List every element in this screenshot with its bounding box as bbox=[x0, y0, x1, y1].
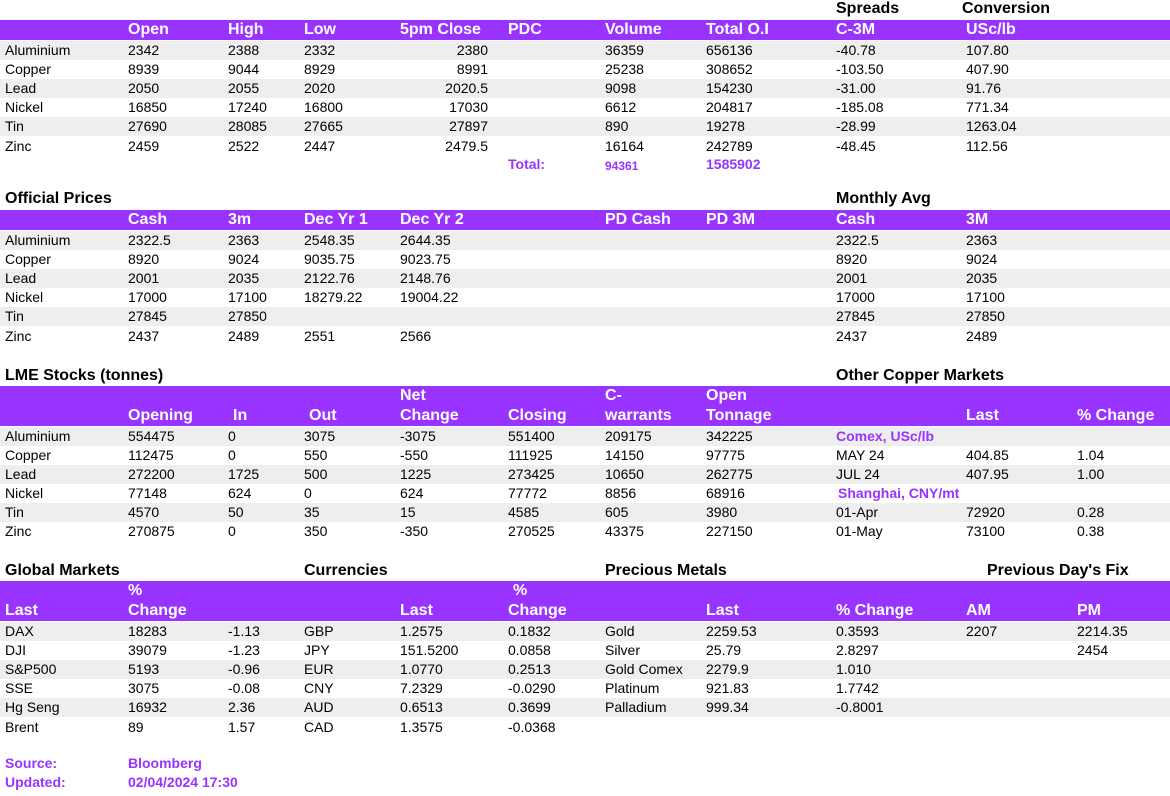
col-header-currency-pct-line1: % bbox=[513, 582, 528, 599]
monthly-3m-value: 2363 bbox=[966, 232, 998, 248]
out-value: 500 bbox=[304, 466, 328, 482]
currency-pct: -0.0290 bbox=[508, 680, 556, 696]
low-value: 27665 bbox=[304, 118, 343, 134]
col-header-index-last: Last bbox=[5, 602, 38, 619]
col-header-cwarrants-line2: warrants bbox=[605, 407, 672, 424]
open-tonnage-value: 262775 bbox=[706, 466, 753, 482]
index-name: S&P500 bbox=[5, 661, 57, 677]
contract-label: 01-May bbox=[836, 523, 883, 539]
out-value: 35 bbox=[304, 504, 320, 520]
opening-value: 112475 bbox=[128, 447, 174, 463]
high-value: 17240 bbox=[228, 99, 267, 115]
metal-name: Nickel bbox=[5, 485, 44, 501]
index-last: 18283 bbox=[128, 623, 167, 639]
dec-yr1-value: 9035.75 bbox=[304, 251, 355, 267]
col-header-open-tonnage-line2: Tonnage bbox=[706, 407, 772, 424]
dec-yr2-value: 2566 bbox=[400, 328, 432, 344]
cwarrants-value: 14150 bbox=[605, 447, 644, 463]
col-header-net-line2: Change bbox=[400, 407, 459, 424]
close-value: 2380 bbox=[456, 42, 488, 58]
col-header-out: Out bbox=[309, 407, 337, 424]
closing-value: 551400 bbox=[508, 428, 555, 444]
stocks-header-band bbox=[0, 386, 1170, 426]
open-tonnage-value: 227150 bbox=[706, 523, 753, 539]
opening-value: 270875 bbox=[128, 523, 175, 539]
col-header-dec-yr1: Dec Yr 1 bbox=[304, 211, 368, 228]
metal-name: Aluminium bbox=[5, 428, 71, 444]
net-change-value: 624 bbox=[400, 485, 424, 501]
cwarrants-value: 605 bbox=[605, 504, 629, 520]
close-value: 2020.5 bbox=[445, 80, 488, 96]
metal-name: Copper bbox=[5, 447, 51, 463]
spreads-label: Spreads bbox=[836, 0, 900, 17]
updated-label: Updated: bbox=[5, 774, 66, 790]
out-value: 550 bbox=[304, 447, 328, 463]
dec-yr2-value: 19004.22 bbox=[400, 289, 459, 305]
precious-name: Silver bbox=[605, 642, 641, 658]
oi-value: 242789 bbox=[706, 138, 753, 154]
index-pct: -1.13 bbox=[228, 623, 260, 639]
opening-value: 554475 bbox=[128, 428, 175, 444]
out-value: 0 bbox=[304, 485, 312, 501]
closing-value: 270525 bbox=[508, 523, 555, 539]
cash-value: 8920 bbox=[128, 251, 160, 267]
3m-value: 2489 bbox=[228, 328, 260, 344]
last-value: 72920 bbox=[966, 504, 1005, 520]
currency-pct: 0.0858 bbox=[508, 642, 551, 658]
precious-name: Platinum bbox=[605, 680, 660, 696]
opening-value: 77148 bbox=[128, 485, 167, 501]
top-header-band bbox=[0, 20, 1170, 40]
shanghai-label: Shanghai, CNY/mt bbox=[838, 485, 960, 501]
currency-name: JPY bbox=[304, 642, 330, 658]
col-header-c3m: C-3M bbox=[836, 21, 876, 38]
usc-value: 107.80 bbox=[966, 42, 1009, 58]
dec-yr1-value: 2122.76 bbox=[304, 270, 355, 286]
dec-yr2-value: 2644.35 bbox=[400, 232, 451, 248]
col-header-total-oi: Total O.I bbox=[706, 21, 769, 38]
metal-name: Zinc bbox=[5, 138, 32, 154]
pct-change-value: 1.00 bbox=[1077, 466, 1105, 482]
col-header-cash: Cash bbox=[128, 211, 168, 228]
precious-name: Gold bbox=[605, 623, 635, 639]
total-volume: 94361 bbox=[605, 159, 639, 173]
pct-change-value: 0.38 bbox=[1077, 523, 1105, 539]
3m-value: 9024 bbox=[228, 251, 260, 267]
open-value: 2342 bbox=[128, 42, 160, 58]
volume-value: 890 bbox=[605, 118, 629, 134]
col-header-low: Low bbox=[304, 21, 336, 38]
open-value: 8939 bbox=[128, 61, 160, 77]
low-value: 2332 bbox=[304, 42, 336, 58]
opening-value: 4570 bbox=[128, 504, 160, 520]
volume-value: 16164 bbox=[605, 138, 644, 154]
last-value: 407.95 bbox=[966, 466, 1009, 482]
monthly-avg-title: Monthly Avg bbox=[836, 190, 931, 207]
low-value: 16800 bbox=[304, 99, 343, 115]
monthly-cash-value: 2001 bbox=[836, 270, 868, 286]
index-pct: -0.96 bbox=[228, 661, 260, 677]
close-value: 17030 bbox=[449, 99, 488, 115]
index-pct: 2.36 bbox=[228, 699, 256, 715]
cash-value: 2322.5 bbox=[128, 232, 171, 248]
net-change-value: -3075 bbox=[400, 428, 436, 444]
index-pct: -0.08 bbox=[228, 680, 260, 696]
col-header-precious-last: Last bbox=[706, 602, 739, 619]
index-name: Brent bbox=[5, 719, 39, 735]
usc-value: 407.90 bbox=[966, 61, 1009, 77]
cwarrants-value: 10650 bbox=[605, 466, 644, 482]
3m-value: 2035 bbox=[228, 270, 260, 286]
currency-name: CNY bbox=[304, 680, 334, 696]
dec-yr2-value: 2148.76 bbox=[400, 270, 451, 286]
metal-name: Lead bbox=[5, 270, 37, 286]
col-header-close: 5pm Close bbox=[400, 21, 481, 38]
col-header-index-pct-line1: % bbox=[128, 582, 143, 599]
usc-value: 91.76 bbox=[966, 80, 1002, 96]
col-header-high: High bbox=[228, 21, 264, 38]
other-copper-markets-title: Other Copper Markets bbox=[836, 367, 1005, 384]
open-value: 16850 bbox=[128, 99, 167, 115]
in-value: 0 bbox=[228, 523, 236, 539]
index-last: 3075 bbox=[128, 680, 160, 696]
index-last: 5193 bbox=[128, 661, 160, 677]
lme-stocks-title: LME Stocks (tonnes) bbox=[5, 367, 164, 384]
index-pct: -1.23 bbox=[228, 642, 260, 658]
index-last: 16932 bbox=[128, 699, 167, 715]
currency-last: 1.0770 bbox=[400, 661, 443, 677]
closing-value: 4585 bbox=[508, 504, 540, 520]
precious-last: 2279.9 bbox=[706, 661, 749, 677]
index-name: Hg Seng bbox=[5, 699, 60, 715]
col-header-in: In bbox=[233, 407, 248, 424]
currency-last: 0.6513 bbox=[400, 699, 443, 715]
col-header-currency-last: Last bbox=[400, 602, 433, 619]
row-shade bbox=[0, 698, 1170, 717]
cash-value: 2437 bbox=[128, 328, 160, 344]
col-header-other-last: Last bbox=[966, 407, 999, 424]
monthly-cash-value: 8920 bbox=[836, 251, 868, 267]
metal-name: Copper bbox=[5, 61, 51, 77]
low-value: 8929 bbox=[304, 61, 336, 77]
col-header-cwarrants-line1: C- bbox=[605, 387, 622, 404]
currency-last: 151.5200 bbox=[400, 642, 459, 658]
currency-pct: 0.1832 bbox=[508, 623, 551, 639]
updated-value: 02/04/2024 17:30 bbox=[128, 774, 238, 790]
c3m-value: -28.99 bbox=[836, 118, 876, 134]
index-name: DAX bbox=[5, 623, 34, 639]
cash-value: 2001 bbox=[128, 270, 160, 286]
high-value: 28085 bbox=[228, 118, 267, 134]
out-value: 3075 bbox=[304, 428, 336, 444]
precious-last: 2259.53 bbox=[706, 623, 757, 639]
low-value: 2447 bbox=[304, 138, 336, 154]
currency-name: CAD bbox=[304, 719, 334, 735]
global-header-band bbox=[0, 581, 1170, 621]
metal-name: Tin bbox=[5, 504, 24, 520]
in-value: 0 bbox=[228, 447, 236, 463]
currency-name: AUD bbox=[304, 699, 334, 715]
low-value: 2020 bbox=[304, 80, 336, 96]
col-header-precious-pct: % Change bbox=[836, 602, 914, 619]
metal-name: Zinc bbox=[5, 328, 32, 344]
oi-value: 19278 bbox=[706, 118, 745, 134]
high-value: 2522 bbox=[228, 138, 260, 154]
c3m-value: -31.00 bbox=[836, 80, 876, 96]
row-shade bbox=[0, 427, 1170, 446]
c3m-value: -48.45 bbox=[836, 138, 876, 154]
col-header-opening: Opening bbox=[128, 407, 193, 424]
col-header-usc: USc/lb bbox=[966, 21, 1016, 38]
fix-pm: 2214.35 bbox=[1077, 623, 1128, 639]
conversion-label: Conversion bbox=[962, 0, 1051, 17]
col-header-closing: Closing bbox=[508, 407, 567, 424]
dec-yr1-value: 2548.35 bbox=[304, 232, 355, 248]
col-header-volume: Volume bbox=[605, 21, 662, 38]
net-change-value: -550 bbox=[400, 447, 429, 463]
official-header-band bbox=[0, 210, 1170, 230]
currency-name: GBP bbox=[304, 623, 334, 639]
c3m-value: -103.50 bbox=[836, 61, 884, 77]
contract-label: MAY 24 bbox=[836, 447, 885, 463]
precious-name: Gold Comex bbox=[605, 661, 683, 677]
open-tonnage-value: 342225 bbox=[706, 428, 753, 444]
opening-value: 272200 bbox=[128, 466, 175, 482]
monthly-3m-value: 27850 bbox=[966, 308, 1005, 324]
cwarrants-value: 209175 bbox=[605, 428, 652, 444]
monthly-3m-value: 17100 bbox=[966, 289, 1005, 305]
open-value: 2459 bbox=[128, 138, 160, 154]
comex-label: Comex, USc/lb bbox=[836, 428, 935, 444]
closing-value: 273425 bbox=[508, 466, 555, 482]
metal-name: Aluminium bbox=[5, 42, 71, 58]
metal-name: Lead bbox=[5, 80, 37, 96]
high-value: 2388 bbox=[228, 42, 260, 58]
global-markets-title: Global Markets bbox=[5, 562, 120, 579]
contract-label: JUL 24 bbox=[836, 466, 880, 482]
in-value: 624 bbox=[228, 485, 252, 501]
cash-value: 17000 bbox=[128, 289, 167, 305]
index-last: 39079 bbox=[128, 642, 167, 658]
precious-last: 921.83 bbox=[706, 680, 749, 696]
precious-name: Palladium bbox=[605, 699, 667, 715]
col-header-open: Open bbox=[128, 21, 169, 38]
open-value: 2050 bbox=[128, 80, 160, 96]
precious-pct: 2.8297 bbox=[836, 642, 879, 658]
monthly-3m-value: 2489 bbox=[966, 328, 998, 344]
contract-label: 01-Apr bbox=[836, 504, 879, 520]
oi-value: 308652 bbox=[706, 61, 753, 77]
col-header-currency-pct-line2: Change bbox=[508, 602, 567, 619]
oi-value: 656136 bbox=[706, 42, 753, 58]
metal-name: Nickel bbox=[5, 289, 44, 305]
metal-name: Aluminium bbox=[5, 232, 71, 248]
open-tonnage-value: 3980 bbox=[706, 504, 738, 520]
3m-value: 17100 bbox=[228, 289, 267, 305]
col-header-monthly-3m: 3M bbox=[966, 211, 989, 228]
monthly-cash-value: 27845 bbox=[836, 308, 875, 324]
dec-yr1-value: 2551 bbox=[304, 328, 336, 344]
col-header-open-tonnage-line1: Open bbox=[706, 387, 747, 404]
col-header-3m: 3m bbox=[228, 211, 252, 228]
usc-value: 1263.04 bbox=[966, 118, 1017, 134]
metal-name: Lead bbox=[5, 466, 37, 482]
oi-value: 154230 bbox=[706, 80, 753, 96]
currency-name: EUR bbox=[304, 661, 334, 677]
in-value: 1725 bbox=[228, 466, 260, 482]
close-value: 8991 bbox=[456, 61, 488, 77]
col-header-monthly-cash: Cash bbox=[836, 211, 876, 228]
precious-metals-title: Precious Metals bbox=[605, 562, 727, 579]
closing-value: 111925 bbox=[508, 447, 553, 463]
previous-day-fix-title: Previous Day's Fix bbox=[987, 562, 1129, 579]
in-value: 0 bbox=[228, 428, 236, 444]
net-change-value: 15 bbox=[400, 504, 416, 520]
currency-pct: -0.0368 bbox=[508, 719, 556, 735]
col-header-other-pct: % Change bbox=[1077, 407, 1155, 424]
col-header-fix-pm: PM bbox=[1077, 602, 1101, 619]
volume-value: 36359 bbox=[605, 42, 644, 58]
close-value: 27897 bbox=[449, 118, 488, 134]
dec-yr1-value: 18279.22 bbox=[304, 289, 363, 305]
index-name: DJI bbox=[5, 642, 26, 658]
c3m-value: -185.08 bbox=[836, 99, 884, 115]
precious-last: 25.79 bbox=[706, 642, 742, 658]
index-pct: 1.57 bbox=[228, 719, 256, 735]
metal-name: Nickel bbox=[5, 99, 44, 115]
net-change-value: 1225 bbox=[400, 466, 432, 482]
oi-value: 204817 bbox=[706, 99, 753, 115]
col-header-index-pct-line2: Change bbox=[128, 602, 187, 619]
close-value: 2479.5 bbox=[445, 138, 488, 154]
open-tonnage-value: 68916 bbox=[706, 485, 745, 501]
metal-name: Tin bbox=[5, 118, 24, 134]
row-shade bbox=[0, 660, 1170, 679]
fix-pm: 2454 bbox=[1077, 642, 1109, 658]
3m-value: 2363 bbox=[228, 232, 260, 248]
closing-value: 77772 bbox=[508, 485, 547, 501]
col-header-pd-cash: PD Cash bbox=[605, 211, 671, 228]
usc-value: 771.34 bbox=[966, 99, 1009, 115]
source-label: Source: bbox=[5, 755, 58, 771]
currency-pct: 0.2513 bbox=[508, 661, 551, 677]
currency-pct: 0.3699 bbox=[508, 699, 551, 715]
open-tonnage-value: 97775 bbox=[706, 447, 745, 463]
monthly-3m-value: 9024 bbox=[966, 251, 998, 267]
col-header-pd-3m: PD 3M bbox=[706, 211, 755, 228]
volume-value: 25238 bbox=[605, 61, 644, 77]
metal-name: Tin bbox=[5, 308, 24, 324]
volume-value: 9098 bbox=[605, 80, 637, 96]
precious-last: 999.34 bbox=[706, 699, 749, 715]
volume-value: 6612 bbox=[605, 99, 637, 115]
high-value: 2055 bbox=[228, 80, 260, 96]
out-value: 350 bbox=[304, 523, 328, 539]
index-name: SSE bbox=[5, 680, 34, 696]
dec-yr2-value: 9023.75 bbox=[400, 251, 451, 267]
precious-pct: 1.7742 bbox=[836, 680, 879, 696]
pct-change-value: 1.04 bbox=[1077, 447, 1105, 463]
col-header-pdc: PDC bbox=[508, 21, 542, 38]
fix-am: 2207 bbox=[966, 623, 998, 639]
open-value: 27690 bbox=[128, 118, 167, 134]
metal-name: Copper bbox=[5, 251, 51, 267]
pct-change-value: 0.28 bbox=[1077, 504, 1105, 520]
total-oi: 1585902 bbox=[706, 156, 761, 172]
in-value: 50 bbox=[228, 504, 244, 520]
currencies-title: Currencies bbox=[304, 562, 388, 579]
index-last: 89 bbox=[128, 719, 144, 735]
currency-last: 1.3575 bbox=[400, 719, 443, 735]
col-header-dec-yr2: Dec Yr 2 bbox=[400, 211, 464, 228]
metal-name: Zinc bbox=[5, 523, 32, 539]
usc-value: 112.56 bbox=[966, 138, 1008, 154]
currency-last: 7.2329 bbox=[400, 680, 443, 696]
official-prices-title: Official Prices bbox=[5, 190, 112, 207]
last-value: 73100 bbox=[966, 523, 1005, 539]
monthly-3m-value: 2035 bbox=[966, 270, 998, 286]
high-value: 9044 bbox=[228, 61, 260, 77]
monthly-cash-value: 2322.5 bbox=[836, 232, 879, 248]
total-label: Total: bbox=[508, 156, 546, 172]
monthly-cash-value: 2437 bbox=[836, 328, 868, 344]
precious-pct: 1.010 bbox=[836, 661, 872, 677]
precious-pct: 0.3593 bbox=[836, 623, 879, 639]
cash-value: 27845 bbox=[128, 308, 167, 324]
monthly-cash-value: 17000 bbox=[836, 289, 875, 305]
cwarrants-value: 43375 bbox=[605, 523, 644, 539]
currency-last: 1.2575 bbox=[400, 623, 443, 639]
precious-pct: -0.8001 bbox=[836, 699, 884, 715]
last-value: 404.85 bbox=[966, 447, 1009, 463]
c3m-value: -40.78 bbox=[836, 42, 876, 58]
3m-value: 27850 bbox=[228, 308, 267, 324]
col-header-net-line1: Net bbox=[400, 387, 426, 404]
net-change-value: -350 bbox=[400, 523, 429, 539]
cwarrants-value: 8856 bbox=[605, 485, 637, 501]
col-header-fix-am: AM bbox=[966, 602, 991, 619]
source-value: Bloomberg bbox=[128, 755, 202, 771]
